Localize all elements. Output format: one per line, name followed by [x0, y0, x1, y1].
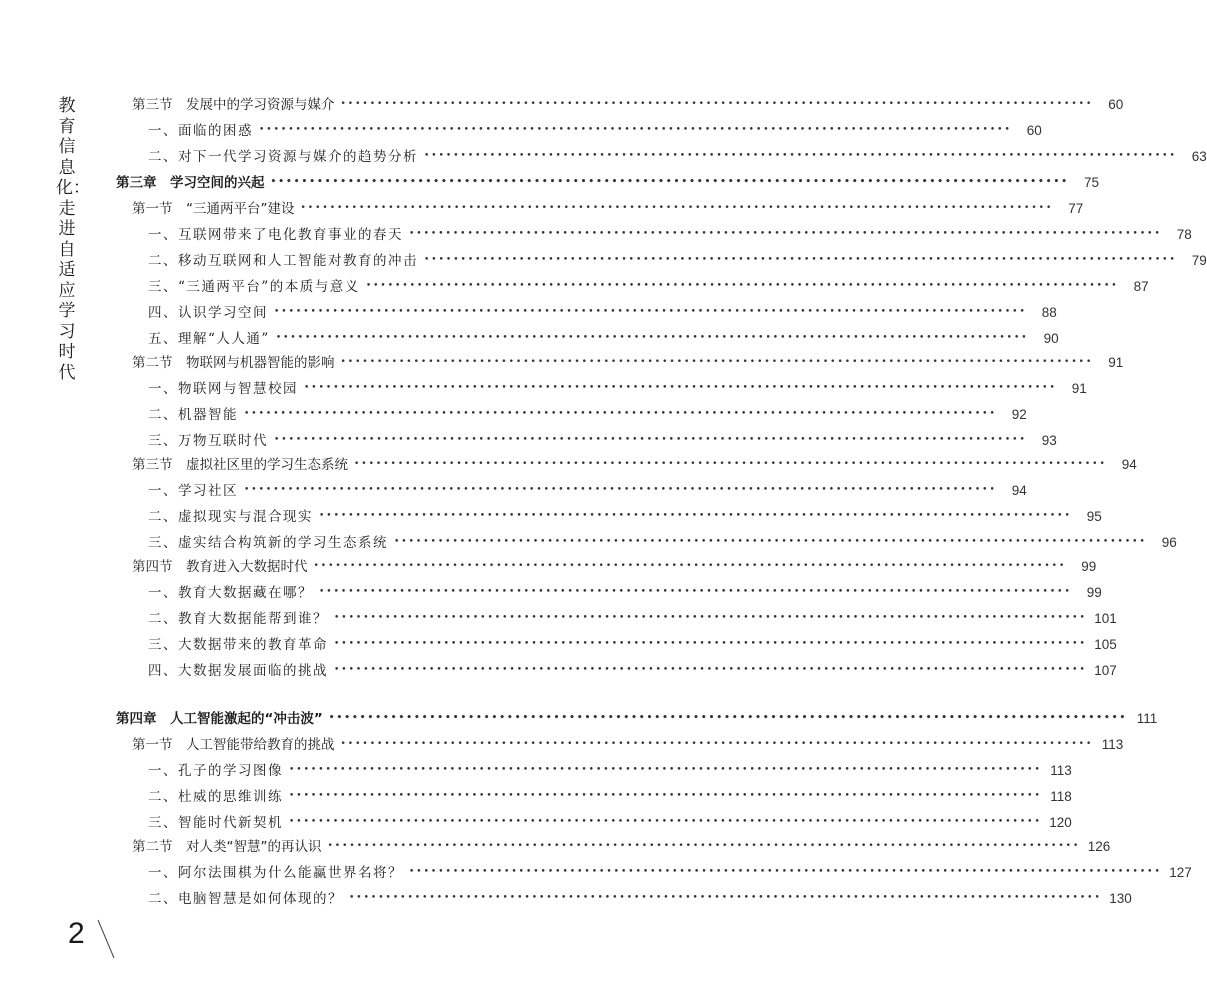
- toc-entry-page-number: 60: [1026, 123, 1042, 138]
- dot-leader: •••••••••••••••••••••••••••••••••••••••••••••••••••••••••••••••••••••••••••••••••••••••••••••••••••••••: [327, 841, 1081, 851]
- toc-entry-title: 二、杜威的思维训练: [148, 789, 283, 805]
- toc-entry-chapter[interactable]: [116, 710, 1158, 730]
- toc-entry-item[interactable]: [148, 226, 1192, 246]
- toc-entry-title: 第二节 对人类“智慧”的再认识: [132, 839, 322, 855]
- dot-leader: •••••••••••••••••••••••••••••••••••••••••••••••••••••••••••••••••••••••••••••••••••••••••••••••••••••••: [334, 639, 1087, 649]
- toc-entry-title: 一、面临的困惑: [148, 123, 253, 139]
- toc-entry-title: 一、孔子的学习图像: [148, 763, 283, 779]
- toc-entry-item[interactable]: [148, 278, 1149, 298]
- toc-entry-item[interactable]: [148, 610, 1117, 630]
- dot-leader: •••••••••••••••••••••••••••••••••••••••••••••••••••••••••••••••••••••••••••••••••••••••••••••••••••••••: [340, 357, 1094, 367]
- toc-entry-section[interactable]: [132, 736, 1124, 756]
- toc-entry-page-number: 87: [1133, 279, 1149, 294]
- toc-entry-title: 三、智能时代新契机: [148, 815, 283, 831]
- toc-entry-page-number: 95: [1086, 509, 1102, 524]
- toc-entry-title: 二、教育大数据能帮到谁？: [148, 611, 328, 627]
- toc-entry-title: 第三节 发展中的学习资源与媒介: [132, 97, 335, 113]
- toc-entry-section[interactable]: [132, 456, 1137, 476]
- dot-leader: •••••••••••••••••••••••••••••••••••••••••••••••••••••••••••••••••••••••••••••••••••••••••••••••••••••••: [409, 867, 1162, 877]
- dot-leader: •••••••••••••••••••••••••••••••••••••••••••••••••••••••••••••••••••••••••••••••••••••••••••••••••••••••: [304, 383, 1057, 393]
- dot-leader: •••••••••••••••••••••••••••••••••••••••••••••••••••••••••••••••••••••••••••••••••••••••••••••••••••••••: [300, 203, 1054, 213]
- toc-entry-title: 第四节 教育进入大数据时代: [132, 559, 308, 575]
- toc-entry-item[interactable]: [148, 380, 1087, 400]
- dot-leader: •••••••••••••••••••••••••••••••••••••••••••••••••••••••••••••••••••••••••••••••••••••••••••••••••••••••: [270, 177, 1070, 187]
- page-number: 2: [68, 917, 85, 950]
- toc-entry-item[interactable]: [148, 534, 1177, 554]
- dot-leader: •••••••••••••••••••••••••••••••••••••••••••••••••••••••••••••••••••••••••••••••••••••••••••••••••••••••: [424, 255, 1177, 265]
- toc-entry-title: 一、物联网与智慧校园: [148, 381, 298, 397]
- toc-entry-title: 三、“三通两平台”的本质与意义: [148, 279, 360, 295]
- dot-leader: •••••••••••••••••••••••••••••••••••••••••••••••••••••••••••••••••••••••••••••••••••••••••••••••••••••••: [334, 613, 1087, 623]
- toc-entry-page-number: 77: [1068, 201, 1084, 216]
- toc-entry-page-number: 94: [1121, 457, 1137, 472]
- toc-entry-page-number: 88: [1041, 305, 1057, 320]
- toc-entry-page-number: 113: [1101, 737, 1124, 752]
- toc-entry-page-number: 63: [1191, 149, 1207, 164]
- toc-entry-item[interactable]: [148, 636, 1117, 656]
- dot-leader: •••••••••••••••••••••••••••••••••••••••••••••••••••••••••••••••••••••••••••••••••••••••••••••••••••••••: [289, 817, 1042, 827]
- toc-entry-section[interactable]: [132, 96, 1124, 116]
- toc-entry-item[interactable]: [148, 762, 1072, 782]
- toc-entry-item[interactable]: [148, 788, 1072, 808]
- dot-leader: •••••••••••••••••••••••••••••••••••••••••••••••••••••••••••••••••••••••••••••••••••••••••••••••••••••••: [354, 459, 1107, 469]
- toc-entry-page-number: 60: [1108, 97, 1124, 112]
- toc-entry-page-number: 99: [1086, 585, 1102, 600]
- toc-entry-item[interactable]: [148, 482, 1027, 502]
- dot-leader: •••••••••••••••••••••••••••••••••••••••••••••••••••••••••••••••••••••••••••••••••••••••••••••••••••••••: [259, 125, 1012, 135]
- toc-entry-page-number: 91: [1071, 381, 1087, 396]
- toc-entry-title: 第二节 物联网与机器智能的影响: [132, 355, 335, 371]
- dot-leader: •••••••••••••••••••••••••••••••••••••••••••••••••••••••••••••••••••••••••••••••••••••••••••••••••••••••: [365, 281, 1119, 291]
- toc-entry-title: 第一节 “三通两平台”建设: [132, 201, 295, 217]
- toc-entry-page-number: 118: [1050, 789, 1072, 804]
- toc-entry-section[interactable]: [132, 200, 1084, 220]
- toc-entry-item[interactable]: [148, 330, 1059, 350]
- toc-entry-title: 第三节 虚拟社区里的学习生态系统: [132, 457, 348, 473]
- dot-leader: •••••••••••••••••••••••••••••••••••••••••••••••••••••••••••••••••••••••••••••••••••••••••••••••••••••••: [289, 791, 1042, 801]
- toc-entry-title: 二、移动互联网和人工智能对教育的冲击: [148, 253, 418, 269]
- toc-entry-title: 三、大数据带来的教育革命: [148, 637, 328, 653]
- toc-entry-page-number: 90: [1043, 331, 1059, 346]
- dot-leader: •••••••••••••••••••••••••••••••••••••••••••••••••••••••••••••••••••••••••••••••••••••••••••••••••••••••: [274, 307, 1027, 317]
- toc-entry-item[interactable]: [148, 814, 1072, 834]
- dot-leader: •••••••••••••••••••••••••••••••••••••••••••••••••••••••••••••••••••••••••••••••••••••••••••••••••••••••: [319, 587, 1072, 597]
- toc-entry-chapter[interactable]: [116, 174, 1100, 194]
- toc-entry-item[interactable]: [148, 432, 1057, 452]
- toc-entry-page-number: 113: [1050, 763, 1072, 778]
- toc-entry-item[interactable]: [148, 122, 1042, 142]
- dot-leader: •••••••••••••••••••••••••••••••••••••••••••••••••••••••••••••••••••••••••••••••••••••••••••••••••••••••: [409, 229, 1162, 239]
- dot-leader: •••••••••••••••••••••••••••••••••••••••••••••••••••••••••••••••••••••••••••••••••••••••••••••••••••••••: [319, 511, 1072, 521]
- toc-entry-title: 五、理解“人人通”: [148, 331, 270, 347]
- running-book-title: 教育信息化：走进自适应学习时代: [56, 96, 90, 383]
- toc-entry-page-number: 130: [1109, 891, 1132, 906]
- dot-leader: •••••••••••••••••••••••••••••••••••••••••••••••••••••••••••••••••••••••••••••••••••••••••••••••••••••••: [340, 99, 1094, 109]
- toc-entry-item[interactable]: [148, 584, 1102, 604]
- dot-leader: •••••••••••••••••••••••••••••••••••••••••••••••••••••••••••••••••••••••••••••••••••••••••••••••••••••••: [275, 333, 1029, 343]
- toc-entry-page-number: 107: [1094, 663, 1117, 678]
- toc-entry-title: 第四章 人工智能激起的“冲击波”: [116, 711, 323, 727]
- toc-entry-page-number: 78: [1176, 227, 1192, 242]
- toc-entry-item[interactable]: [148, 406, 1027, 426]
- toc-entry-page-number: 79: [1191, 253, 1207, 268]
- toc-entry-page-number: 120: [1049, 815, 1072, 830]
- toc-entry-section[interactable]: [132, 354, 1124, 374]
- dot-leader: •••••••••••••••••••••••••••••••••••••••••••••••••••••••••••••••••••••••••••••••••••••••••••••••••••••••: [289, 765, 1042, 775]
- dot-leader: •••••••••••••••••••••••••••••••••••••••••••••••••••••••••••••••••••••••••••••••••••••••••••••••••••••••: [244, 409, 997, 419]
- toc-entry-title: 二、电脑智慧是如何体现的？: [148, 891, 343, 907]
- toc-entry-item[interactable]: [148, 252, 1207, 272]
- toc-entry-page-number: 126: [1087, 839, 1111, 854]
- toc-entry-item[interactable]: [148, 662, 1117, 682]
- toc-entry-title: 第三章 学习空间的兴起: [116, 175, 265, 191]
- toc-entry-title: 二、对下一代学习资源与媒介的趋势分析: [148, 149, 418, 165]
- toc-entry-title: 一、互联网带来了电化教育事业的春天: [148, 227, 403, 243]
- toc-entry-page-number: 127: [1169, 865, 1192, 880]
- toc-entry-title: 四、大数据发展面临的挑战: [148, 663, 328, 679]
- toc-entry-title: 三、虚实结合构筑新的学习生态系统: [148, 535, 388, 551]
- toc-entry-item[interactable]: [148, 304, 1057, 324]
- toc-entry-page-number: 99: [1081, 559, 1097, 574]
- dot-leader: •••••••••••••••••••••••••••••••••••••••••••••••••••••••••••••••••••••••••••••••••••••••••••••••••••••••: [340, 739, 1094, 749]
- toc-entry-section[interactable]: [132, 558, 1097, 578]
- toc-entry-title: 一、学习社区: [148, 483, 238, 499]
- page-number-slash-decoration: [96, 916, 116, 960]
- dot-leader: •••••••••••••••••••••••••••••••••••••••••••••••••••••••••••••••••••••••••••••••••••••••••••••••••••••••: [313, 561, 1067, 571]
- toc-entry-item[interactable]: [148, 148, 1207, 168]
- toc-entry-title: 一、阿尔法围棋为什么能赢世界名将？: [148, 865, 403, 881]
- dot-leader: •••••••••••••••••••••••••••••••••••••••••••••••••••••••••••••••••••••••••••••••••••••••••••••••••••••••: [424, 151, 1177, 161]
- toc-entry-title: 四、认识学习空间: [148, 305, 268, 321]
- dot-leader: •••••••••••••••••••••••••••••••••••••••••••••••••••••••••••••••••••••••••••••••••••••••••••••••••••••••: [244, 485, 997, 495]
- dot-leader: •••••••••••••••••••••••••••••••••••••••••••••••••••••••••••••••••••••••••••••••••••••••••••••••••••••••: [328, 713, 1128, 723]
- dot-leader: •••••••••••••••••••••••••••••••••••••••••••••••••••••••••••••••••••••••••••••••••••••••••••••••••••••••: [394, 537, 1147, 547]
- toc-entry-page-number: 105: [1094, 637, 1117, 652]
- toc-entry-title: 三、万物互联时代: [148, 433, 268, 449]
- toc-entry-page-number: 101: [1094, 611, 1117, 626]
- toc-entry-title: 二、机器智能: [148, 407, 238, 423]
- toc-entry-item[interactable]: [148, 864, 1192, 884]
- toc-entry-title: 第一节 人工智能带给教育的挑战: [132, 737, 335, 753]
- dot-leader: •••••••••••••••••••••••••••••••••••••••••••••••••••••••••••••••••••••••••••••••••••••••••••••••••••••••: [274, 435, 1027, 445]
- toc-entry-page-number: 75: [1083, 175, 1100, 190]
- toc-entry-page-number: 92: [1011, 407, 1027, 422]
- toc-entry-page-number: 96: [1161, 535, 1177, 550]
- toc-entry-page-number: 91: [1108, 355, 1124, 370]
- toc-entry-item[interactable]: [148, 508, 1102, 528]
- toc-entry-page-number: 94: [1011, 483, 1027, 498]
- toc-entry-item[interactable]: [148, 890, 1132, 910]
- toc-entry-section[interactable]: [132, 838, 1111, 858]
- dot-leader: •••••••••••••••••••••••••••••••••••••••••••••••••••••••••••••••••••••••••••••••••••••••••••••••••••••••: [349, 893, 1102, 903]
- toc-entry-page-number: 93: [1041, 433, 1057, 448]
- dot-leader: •••••••••••••••••••••••••••••••••••••••••••••••••••••••••••••••••••••••••••••••••••••••••••••••••••••••: [334, 665, 1087, 675]
- toc-entry-page-number: 111: [1136, 711, 1158, 726]
- toc-entry-title: 二、虚拟现实与混合现实: [148, 509, 313, 525]
- toc-entry-title: 一、教育大数据藏在哪？: [148, 585, 313, 601]
